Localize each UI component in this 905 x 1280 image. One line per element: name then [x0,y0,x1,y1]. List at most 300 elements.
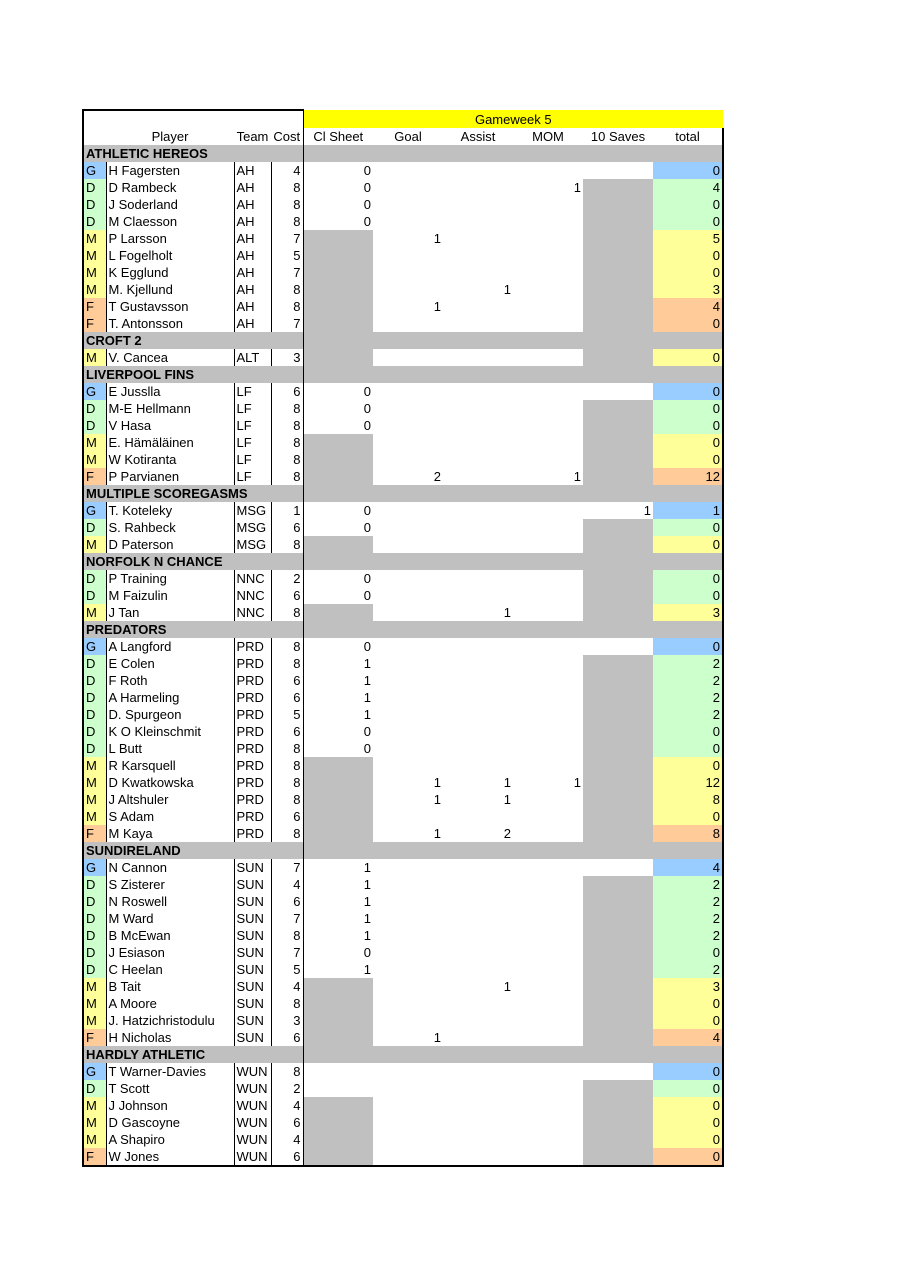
header-saves: 10 Saves [590,129,646,144]
total-cell: 0 [653,1131,723,1148]
group-filler-cell [513,366,583,383]
player-row [83,1012,723,1029]
position-cell: M [83,230,106,247]
position-cell: D [83,519,106,536]
assist-cell [443,1097,513,1114]
goal-cell [373,876,443,893]
team-code-cell: MSG [234,502,271,519]
cost-cell: 8 [271,774,303,791]
player-row [83,723,723,740]
team-code-cell: PRD [234,808,271,825]
cost-cell: 8 [271,451,303,468]
position-cell: D [83,944,106,961]
saves-cell [583,927,653,944]
team-code-cell: SUN [234,1012,271,1029]
player-row [83,468,723,485]
group-filler-cell [653,332,723,349]
team-code-cell: LF [234,468,271,485]
team-group-name: PREDATORS [83,621,271,638]
assist-cell [443,400,513,417]
total-cell: 5 [653,230,723,247]
clean-sheet-cell: 0 [363,588,371,603]
goal-cell [373,723,443,740]
assist-cell [443,298,513,315]
assist-cell [443,672,513,689]
player-row [83,1114,723,1131]
clean-sheet-cell [303,995,373,1012]
group-filler-cell [271,332,303,349]
team-code-cell: WUN [234,1097,271,1114]
team-code-cell: SUN [234,910,271,927]
assist-cell [443,893,513,910]
team-code-cell: NNC [234,587,271,604]
saves-cell [583,791,653,808]
group-filler-cell [583,553,653,570]
assist-cell: 2 [503,826,511,841]
clean-sheet-cell: 0 [363,418,371,433]
mom-cell: 1 [573,180,581,195]
goal-cell [373,1148,443,1166]
player-name-cell: M. Kjellund [106,281,234,298]
saves-cell [583,876,653,893]
player-name-cell: A Shapiro [106,1131,234,1148]
mom-cell [513,978,583,995]
team-code-cell: LF [234,434,271,451]
cost-cell: 8 [271,179,303,196]
mom-cell [513,723,583,740]
saves-cell [583,264,653,281]
clean-sheet-cell: 0 [363,724,371,739]
group-filler-cell [513,332,583,349]
saves-cell [583,1148,653,1166]
total-cell: 8 [653,791,723,808]
total-cell: 0 [653,570,723,587]
cost-cell: 8 [271,213,303,230]
group-filler-cell [271,553,303,570]
total-cell: 0 [653,264,723,281]
assist-cell [443,587,513,604]
mom-cell [513,638,583,655]
saves-cell [583,859,653,876]
assist-cell [443,638,513,655]
assist-cell [443,706,513,723]
goal-cell: 1 [433,775,441,790]
player-row [83,1097,723,1114]
clean-sheet-cell [303,434,373,451]
goal-cell [373,281,443,298]
team-code-cell: SUN [234,944,271,961]
saves-cell [583,604,653,621]
cost-cell: 5 [271,961,303,978]
position-cell: M [83,434,106,451]
position-cell: M [83,264,106,281]
mom-cell [513,502,583,519]
mom-cell [513,587,583,604]
header-total: total [653,128,723,145]
cost-cell: 6 [271,383,303,400]
group-filler-cell [271,485,303,502]
player-name-cell: T. Antonsson [106,315,234,332]
goal-cell [373,315,443,332]
assist-cell [443,859,513,876]
group-filler-cell [443,1046,513,1063]
goal-cell [373,264,443,281]
clean-sheet-cell [303,978,373,995]
saves-cell [583,689,653,706]
assist-cell [443,1012,513,1029]
goal-cell [373,196,443,213]
header-row [83,128,723,145]
group-filler-cell [271,1046,303,1063]
clean-sheet-cell [303,536,373,553]
total-cell: 12 [653,468,723,485]
position-cell: D [83,400,106,417]
position-cell: D [83,179,106,196]
player-row [83,230,723,247]
saves-cell [583,978,653,995]
assist-cell [443,876,513,893]
assist-cell [443,468,513,485]
cost-cell: 5 [271,247,303,264]
mom-cell [513,451,583,468]
player-name-cell: P Training [106,570,234,587]
total-cell: 2 [653,655,723,672]
clean-sheet-cell [303,1114,373,1131]
position-cell: G [83,162,106,179]
player-name-cell: R Karsquell [106,757,234,774]
player-name-cell: S Zisterer [106,876,234,893]
clean-sheet-cell: 0 [363,163,371,178]
saves-cell [583,315,653,332]
player-row [83,570,723,587]
total-cell: 0 [653,1080,723,1097]
player-name-cell: J Soderland [106,196,234,213]
cost-cell: 8 [271,196,303,213]
team-code-cell: PRD [234,672,271,689]
position-cell: M [83,1131,106,1148]
player-name-cell: V Hasa [106,417,234,434]
total-cell: 0 [653,1148,723,1166]
cost-cell: 8 [271,298,303,315]
player-name-cell: B Tait [106,978,234,995]
team-code-cell: PRD [234,655,271,672]
group-filler-cell [653,1046,723,1063]
mom-cell [513,893,583,910]
mom-cell [513,1029,583,1046]
saves-cell [583,230,653,247]
assist-cell [443,1131,513,1148]
player-row [83,162,723,179]
player-row [83,604,723,621]
goal-cell [373,570,443,587]
player-row [83,536,723,553]
total-cell: 0 [653,451,723,468]
mom-cell [513,910,583,927]
mom-cell [513,349,583,366]
player-row [83,1029,723,1046]
cost-cell: 6 [271,689,303,706]
assist-cell: 1 [503,792,511,807]
mom-cell [513,281,583,298]
position-cell: D [83,213,106,230]
assist-cell [443,502,513,519]
assist-cell [443,315,513,332]
clean-sheet-cell [303,281,373,298]
team-group-name: ATHLETIC HEREOS [83,145,271,162]
player-row [83,944,723,961]
mom-cell [513,1097,583,1114]
position-cell: D [83,655,106,672]
player-name-cell: B McEwan [106,927,234,944]
header-team: Team [236,129,269,144]
assist-cell: 1 [503,605,511,620]
team-code-cell: PRD [234,825,271,842]
group-filler-cell [653,553,723,570]
saves-cell [583,196,653,213]
clean-sheet-cell: 0 [363,639,371,654]
clean-sheet-cell [303,247,373,264]
player-row [83,179,723,196]
team-code-cell: PRD [234,706,271,723]
team-code-cell: AH [234,298,271,315]
assist-cell [443,1148,513,1166]
position-cell: M [83,1012,106,1029]
team-code-cell: SUN [234,995,271,1012]
cost-cell: 6 [271,808,303,825]
player-name-cell: L Fogelholt [106,247,234,264]
cost-cell: 7 [271,859,303,876]
position-cell: M [83,808,106,825]
cost-cell: 6 [271,1148,303,1166]
team-group-name: HARDLY ATHLETIC [83,1046,271,1063]
saves-cell [583,281,653,298]
assist-cell [443,213,513,230]
clean-sheet-cell [303,1148,373,1166]
cost-cell: 6 [271,723,303,740]
total-cell: 0 [653,383,723,400]
player-row [83,264,723,281]
total-cell: 4 [653,859,723,876]
player-row [83,961,723,978]
saves-cell [583,383,653,400]
assist-cell [443,230,513,247]
goal-cell [373,1131,443,1148]
header-player: Player [151,129,189,144]
mom-cell [513,944,583,961]
mom-cell [513,264,583,281]
group-filler-cell [373,145,443,162]
assist-cell [443,689,513,706]
team-group-row [83,842,723,859]
player-row [83,706,723,723]
total-cell: 0 [653,247,723,264]
group-filler-cell [513,621,583,638]
team-group-name: CROFT 2 [83,332,271,349]
position-cell: M [83,757,106,774]
position-cell: G [83,383,106,400]
player-row [83,893,723,910]
saves-cell [583,213,653,230]
total-cell: 4 [653,298,723,315]
goal-cell [373,536,443,553]
cost-cell: 7 [271,944,303,961]
player-row [83,876,723,893]
player-name-cell: M Kaya [106,825,234,842]
saves-cell [583,434,653,451]
group-filler-cell [653,621,723,638]
mom-cell [513,689,583,706]
team-code-cell: LF [234,417,271,434]
position-cell: G [83,638,106,655]
saves-cell [583,1012,653,1029]
group-filler-cell [653,366,723,383]
goal-cell [373,689,443,706]
group-filler-cell [583,145,653,162]
goal-cell [373,672,443,689]
goal-cell [373,434,443,451]
total-cell: 2 [653,672,723,689]
position-cell: D [83,570,106,587]
player-name-cell: M-E Hellmann [106,400,234,417]
cost-cell: 4 [271,1097,303,1114]
header-mom: MOM [532,129,564,144]
clean-sheet-cell: 1 [363,911,371,926]
total-cell: 0 [653,400,723,417]
total-cell: 2 [653,706,723,723]
mom-cell [513,1114,583,1131]
saves-cell [583,757,653,774]
saves-cell [583,536,653,553]
saves-cell [583,910,653,927]
mom-cell [513,196,583,213]
player-row [83,859,723,876]
position-cell: D [83,1080,106,1097]
saves-cell [583,298,653,315]
saves-cell [583,519,653,536]
position-cell: M [83,536,106,553]
cost-cell: 1 [271,502,303,519]
cost-cell: 8 [271,400,303,417]
player-row [83,978,723,995]
saves-cell [583,349,653,366]
saves-cell [583,1080,653,1097]
mom-cell [513,519,583,536]
group-filler-cell [653,842,723,859]
total-cell: 0 [653,213,723,230]
team-code-cell: SUN [234,961,271,978]
team-code-cell: PRD [234,638,271,655]
saves-cell [583,417,653,434]
goal-cell [373,417,443,434]
clean-sheet-cell [303,468,373,485]
position-cell: D [83,723,106,740]
gameweek-label: Gameweek 5 [303,110,723,128]
mom-cell [513,876,583,893]
cost-cell: 3 [271,349,303,366]
player-row [83,502,723,519]
group-filler-cell [373,332,443,349]
mom-cell [513,162,583,179]
team-code-cell: SUN [234,927,271,944]
total-cell: 0 [653,1063,723,1080]
total-cell: 2 [653,927,723,944]
position-cell: D [83,927,106,944]
team-group-row [83,366,723,383]
player-row [83,400,723,417]
total-cell: 2 [653,961,723,978]
team-group-name: SUNDIRELAND [83,842,271,859]
clean-sheet-cell [303,1029,373,1046]
mom-cell [513,417,583,434]
mom-cell [513,383,583,400]
clean-sheet-cell [303,315,373,332]
goal-cell [373,1063,443,1080]
assist-cell [443,383,513,400]
cost-cell: 7 [271,230,303,247]
cost-cell: 6 [271,1114,303,1131]
mom-cell [513,213,583,230]
player-row [83,434,723,451]
player-name-cell: J Esiason [106,944,234,961]
team-code-cell: PRD [234,757,271,774]
goal-cell [373,978,443,995]
total-cell: 0 [653,1012,723,1029]
clean-sheet-cell: 0 [363,741,371,756]
cost-cell: 8 [271,434,303,451]
total-cell: 2 [653,689,723,706]
mom-cell [513,1080,583,1097]
clean-sheet-cell: 1 [363,962,371,977]
position-cell: M [83,1097,106,1114]
team-code-cell: WUN [234,1063,271,1080]
position-cell: D [83,587,106,604]
clean-sheet-cell: 0 [363,520,371,535]
player-row [83,1131,723,1148]
cost-cell: 8 [271,281,303,298]
mom-cell [513,672,583,689]
group-filler-cell [303,485,373,502]
group-filler-cell [443,553,513,570]
player-name-cell: P Larsson [106,230,234,247]
player-name-cell: S. Rahbeck [106,519,234,536]
cost-cell: 8 [271,604,303,621]
saves-cell [583,706,653,723]
group-filler-cell [303,332,373,349]
goal-cell: 1 [433,299,441,314]
team-code-cell: SUN [234,1029,271,1046]
player-name-cell: D Paterson [106,536,234,553]
goal-cell: 1 [433,792,441,807]
mom-cell [513,1148,583,1166]
group-filler-cell [303,1046,373,1063]
team-code-cell: SUN [234,876,271,893]
goal-cell [373,944,443,961]
player-name-cell: A Langford [106,638,234,655]
total-cell: 12 [653,774,723,791]
goal-cell [373,757,443,774]
cost-cell: 7 [271,910,303,927]
clean-sheet-cell: 1 [363,894,371,909]
position-cell: M [83,995,106,1012]
cost-cell: 6 [271,1029,303,1046]
goal-cell: 2 [433,469,441,484]
saves-cell [583,179,653,196]
team-group-row [83,332,723,349]
player-row [83,1080,723,1097]
goal-cell [373,961,443,978]
player-name-cell: P Parvianen [106,468,234,485]
total-cell: 3 [653,281,723,298]
